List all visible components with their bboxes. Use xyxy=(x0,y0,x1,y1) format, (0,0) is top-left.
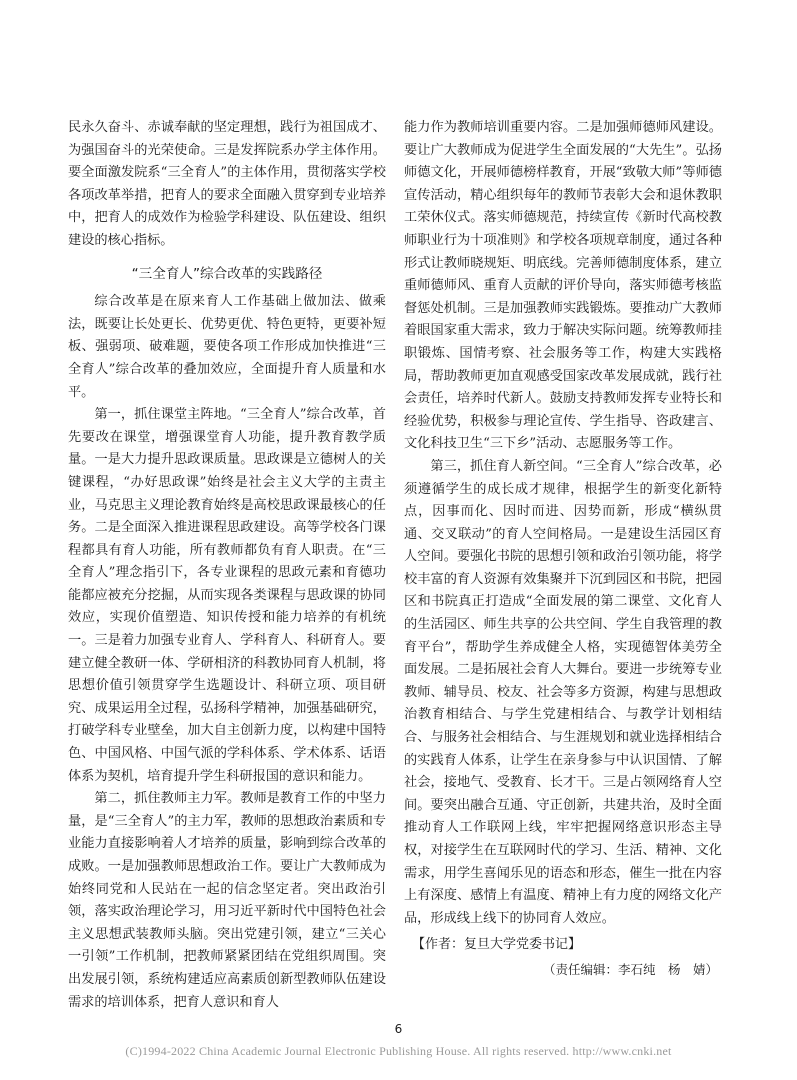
editor-note: （责任编辑：李石纯 杨 婧） xyxy=(542,961,718,977)
paragraph-teachers-cont: 能力作为教师培训重要内容。二是加强师德师风建设。要让广大教师成为促进学生全面发展的“大先生”。弘扬师德文化，开展师德榜样教育，开展“致敬大师”等师德宣传活动，精心组织每年的教师节表彰大会和退休教职工荣休仪式。落实师德规范，持续宣传《新时代高校教师职业行为十项准则》和学校各项规章制度，通过各种形式让教师晓规矩、明底线。完善师德制度体系，建立重师德师风、重育人贡献的评价导向，落实师德考核监督惩处机制。三是加强教师实践锻炼。要推动广大教师着眼国家重大需求，致力于解决实际问题。统筹教师挂职锻炼、国情考察、社会服务等工作，构建大实践格局，帮助教师更加直观感受国家改革发展成就，践行社会责任，培养时代新人。鼓励支持教师发挥专业特长和经验优势，积极参与理论宣传、学生指导、咨政建言、文化科技卫生“三下乡”活动、志愿服务等工作。 xyxy=(404,120,722,452)
left-column xyxy=(68,117,386,1014)
paragraph-teachers: 第二，抓住教师主力军。教师是教育工作的中坚力量，是“三全育人”的主力军，教师的思想政治素质和专业能力直接影响着人才培养的质量，影响到综合改革的成败。一是加强教师思想政治工作。要让广大教师成为始终同党和人民站在一起的信念坚定者。突出政治引领，落实政治理论学习，用习近平新时代中国特色社会主义思想武装教师头脑。突出党建引领，建立“三关心一引领”工作机制，把教师紧紧团结在党组织周围。突出发展引领，系统构建适应高素质创新型教师队伍建设需求的培训体系，把育人意识和育人 xyxy=(68,791,386,1010)
paragraph-space: 第三，抓住育人新空间。“三全育人”综合改革，必须遵循学生的成长成才规律，根据学生的新变化新特点，因事而化、因时而进、因势而新，形成“横纵贯通、交叉联动”的育人空间格局。一是建设生活园区育人空间。要强化书院的思想引领和政治引领功能，将学校丰富的育人资源有效集聚并下沉到园区和书院，把园区和书院真正打造成“全面发展的第二课堂、文化育人的生活园区、师生共享的公共空间、学生自我管理的教育平台”，帮助学生养成健全人格，实现德智体美劳全面发展。二是拓展社会育人大舞台。要进一步统筹专业教师、辅导员、校友、社会等多方资源，构建与思想政治教育相结合、与学生党建相结合、与教学计划相结合、与服务社会相结合、与生涯规划和就业选择相结合的实践育人体系，让学生在亲身参与中认识国情、了解社会，接地气、受教育、长才干。三是占领网络育人空间。要突出融合互通、守正创新，共建共治，及时全面推动育人工作联网上线，牢牢把握网络意识形态主导权，对接学生在互联网时代的学习、生活、精神、文化需求，用学生喜闻乐见的语态和形态，催生一批在内容上有深度、感情上有温度、精神上有力度的网络文化产品，形成线上线下的协同育人效应。 xyxy=(404,458,722,926)
section-title: “三全育人”综合改革的实践路径 xyxy=(131,265,323,282)
paragraph-classroom: 第一，抓住课堂主阵地。“三全育人”综合改革，首先要改在课堂，增强课堂育人功能，提升教育教学质量。一是大力提升思政课质量。思政课是立德树人的关键课程，“办好思政课”始终是社会主义大学的主责主业，马克思主义理论教育始终是高校思政课最核心的任务。二是全面深入推进课程思政建设。高等学校各门课程都具有育人功能，所有教师都负有育人职责。在“三全育人”理念指引下，各专业课程的思政元素和育德功能都应被充分挖掘，从而实现各类课程与思政课的协同效应，实现价值塑造、知识传授和能力培养的有机统一。三是着力加强专业育人、学科育人、科研育人。要建立健全教研一体、学研相济的科教协同育人机制，将思想价值引领贯穿学生选题设计、科研立项、项目研究、成果运用全过程，弘扬科学精神，加强基础研究，打破学科专业壁垒，加大自主创新力度，以构建中国特色、中国风格、中国气派的学科体系、学术体系、话语体系为契机，培育提升学生科研报国的意识和能力。 xyxy=(68,407,386,784)
paragraph-continued: 民永久奋斗、赤诚奉献的坚定理想，践行为祖国成才、为强国奋斗的光荣使命。三是发挥院系办学主体作用。要全面激发院系“三全育人”的主体作用，贯彻落实学校各项改革举措，把育人的要求全面融入贯穿到专业培养中，把育人的成效作为检验学科建设、队伍建设、组织建设的核心指标。 xyxy=(68,120,386,248)
right-column xyxy=(404,117,722,982)
paragraph-intro: 综合改革是在原来育人工作基础上做加法、做乘法，既要让长处更长、优势更优、特色更特，更要补短板、强弱项、破难题，要使各项工作形成加快推进“三全育人”综合改革的叠加效应，全面提升育人质量和水平。 xyxy=(68,294,386,400)
page-number: 6 xyxy=(394,1022,403,1036)
copyright-footer: (C)1994-2022 China Academic Journal Electronic Publishing House. All rights reserved. http://www.cnki.net xyxy=(125,1044,672,1058)
author-note: 【作者：复旦大学党委书记】 xyxy=(412,937,582,953)
